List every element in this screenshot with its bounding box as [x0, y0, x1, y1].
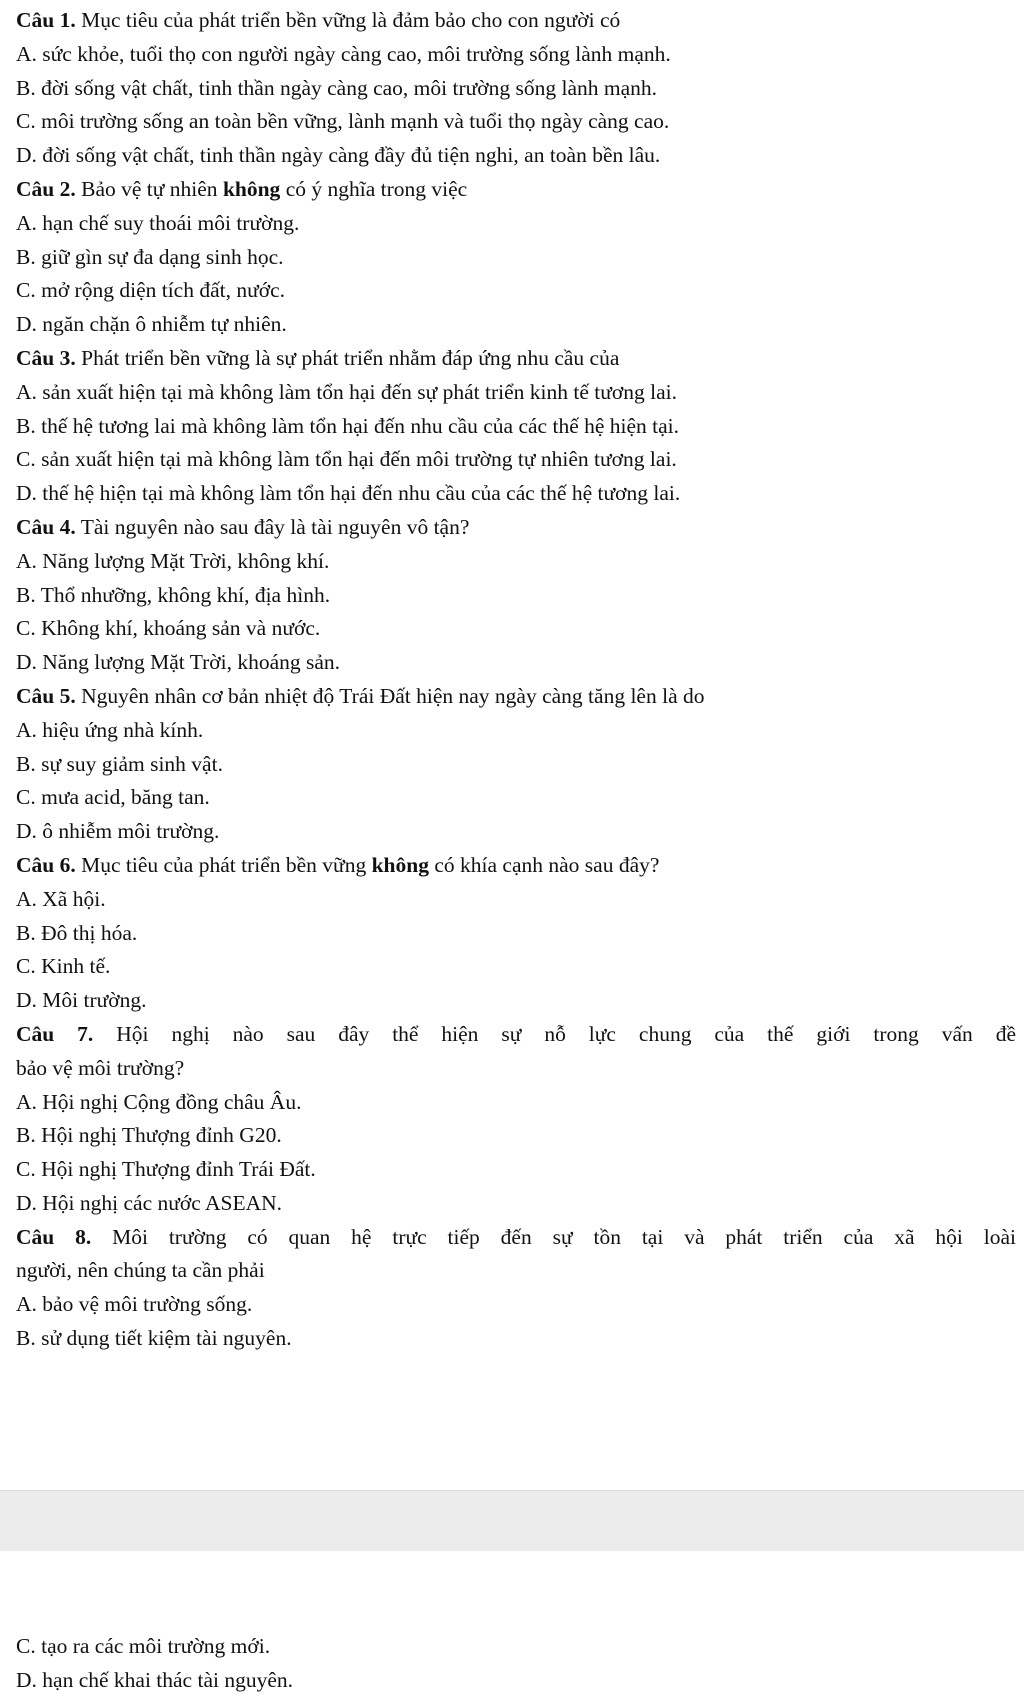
question-3	[16, 342, 1016, 376]
quiz-document-continued	[16, 1630, 1016, 1698]
q3-option-a: A. sản xuất hiện tại mà không làm tổn hại đến sự phát triển kinh tế tương lai.	[16, 379, 678, 404]
question-label: Câu 3.	[16, 345, 76, 370]
question-6	[16, 849, 1016, 883]
question-8	[16, 1221, 1016, 1255]
question-1	[16, 4, 1016, 38]
q2-option-b: B. giữ gìn sự đa dạng sinh học.	[16, 244, 284, 269]
q3-option-d: D. thế hệ hiện tại mà không làm tổn hại đến nhu cầu của các thế hệ tương lai.	[16, 481, 681, 506]
question-7	[16, 1018, 1016, 1052]
question-text: có ý nghĩa trong việc	[280, 176, 468, 201]
question-text: Tài nguyên nào sau đây là tài nguyên vô tận?	[75, 514, 470, 539]
q5-option-b: B. sự suy giảm sinh vật.	[16, 751, 223, 776]
q4-option-d: D. Năng lượng Mặt Trời, khoáng sản.	[16, 650, 341, 675]
q1-option-b: B. đời sống vật chất, tinh thần ngày càng cao, môi trường sống lành mạnh.	[16, 75, 658, 100]
question-label: Câu 1.	[16, 8, 76, 32]
question-text: Mục tiêu của phát triển bền vững là đảm bảo cho con người có	[75, 8, 621, 32]
q4-option-c: C. Không khí, khoáng sản và nước.	[16, 616, 321, 641]
question-keyword: không	[371, 852, 429, 877]
question-text: Mục tiêu của phát triển bền vững	[75, 852, 372, 877]
q5-option-d: D. ô nhiễm môi trường.	[16, 819, 220, 844]
question-text: Bảo vệ tự nhiên	[75, 176, 223, 201]
q8-option-d: D. hạn chế khai thác tài nguyên.	[16, 1667, 294, 1692]
q1-option-a: A. sức khỏe, tuổi thọ con người ngày càng cao, môi trường sống lành mạnh.	[16, 41, 671, 66]
q8-option-c: C. tạo ra các môi trường mới.	[16, 1634, 271, 1658]
question-text: Nguyên nhân cơ bản nhiệt độ Trái Đất hiện nay ngày càng tăng lên là do	[75, 683, 705, 708]
q1-option-c: C. môi trường sống an toàn bền vững, lành mạnh và tuổi thọ ngày càng cao.	[16, 109, 670, 134]
q6-option-b: B. Đô thị hóa.	[16, 920, 138, 945]
q5-option-a: A. hiệu ứng nhà kính.	[16, 717, 204, 742]
q3-option-c: C. sản xuất hiện tại mà không làm tổn hại đến môi trường tự nhiên tương lai.	[16, 447, 677, 472]
question-8-continued: người, nên chúng ta cần phải	[16, 1258, 265, 1283]
q6-option-a: A. Xã hội.	[16, 886, 106, 911]
q4-option-a: A. Năng lượng Mặt Trời, không khí.	[16, 548, 330, 573]
q7-option-a: A. Hội nghị Cộng đồng châu Âu.	[16, 1089, 302, 1114]
document-page-2	[0, 1551, 1024, 1699]
question-keyword: không	[222, 176, 281, 201]
question-label: Câu 5.	[16, 683, 76, 708]
question-label: Câu 6.	[16, 852, 76, 877]
q5-option-c: C. mưa acid, băng tan.	[16, 785, 210, 810]
question-label: Câu 7.	[16, 1021, 94, 1046]
question-5	[16, 680, 1016, 714]
q2-option-a: A. hạn chế suy thoái môi trường.	[16, 210, 300, 235]
question-2	[16, 173, 1016, 207]
question-label: Câu 4.	[16, 514, 76, 539]
question-7-continued: bảo vệ môi trường?	[16, 1055, 185, 1080]
q2-option-d: D. ngăn chặn ô nhiễm tự nhiên.	[16, 312, 287, 337]
quiz-document	[16, 4, 1016, 1356]
q1-option-d: D. đời sống vật chất, tinh thần ngày càng đầy đủ tiện nghi, an toàn bền lâu.	[16, 143, 661, 168]
q7-option-b: B. Hội nghị Thượng đỉnh G20.	[16, 1123, 282, 1148]
question-text: Phát triển bền vững là sự phát triển nhằm đáp ứng nhu cầu của	[75, 345, 620, 370]
q7-option-c: C. Hội nghị Thượng đỉnh Trái Đất.	[16, 1157, 316, 1182]
question-text: Môi trường có quan hệ trực tiếp đến sự tồn tại và phát triển của xã hội loài	[91, 1224, 1016, 1249]
q6-option-d: D. Môi trường.	[16, 988, 147, 1013]
q7-option-d: D. Hội nghị các nước ASEAN.	[16, 1190, 283, 1215]
q2-option-c: C. mở rộng diện tích đất, nước.	[16, 278, 286, 303]
q4-option-b: B. Thổ nhưỡng, không khí, địa hình.	[16, 582, 331, 607]
q8-option-b: B. sử dụng tiết kiệm tài nguyên.	[16, 1326, 292, 1351]
question-label: Câu 2.	[16, 176, 76, 201]
question-text: Hội nghị nào sau đây thể hiện sự nỗ lực chung của thế giới trong vấn đề	[93, 1021, 1017, 1046]
question-4	[16, 511, 1016, 545]
question-text: có khía cạnh nào sau đây?	[428, 852, 660, 877]
question-label: Câu 8.	[16, 1224, 92, 1249]
q6-option-c: C. Kinh tế.	[16, 954, 111, 979]
q8-option-a: A. bảo vệ môi trường sống.	[16, 1292, 253, 1317]
page-break-gap	[0, 1490, 1024, 1552]
q3-option-b: B. thế hệ tương lai mà không làm tổn hại đến nhu cầu của các thế hệ hiện tại.	[16, 413, 680, 438]
